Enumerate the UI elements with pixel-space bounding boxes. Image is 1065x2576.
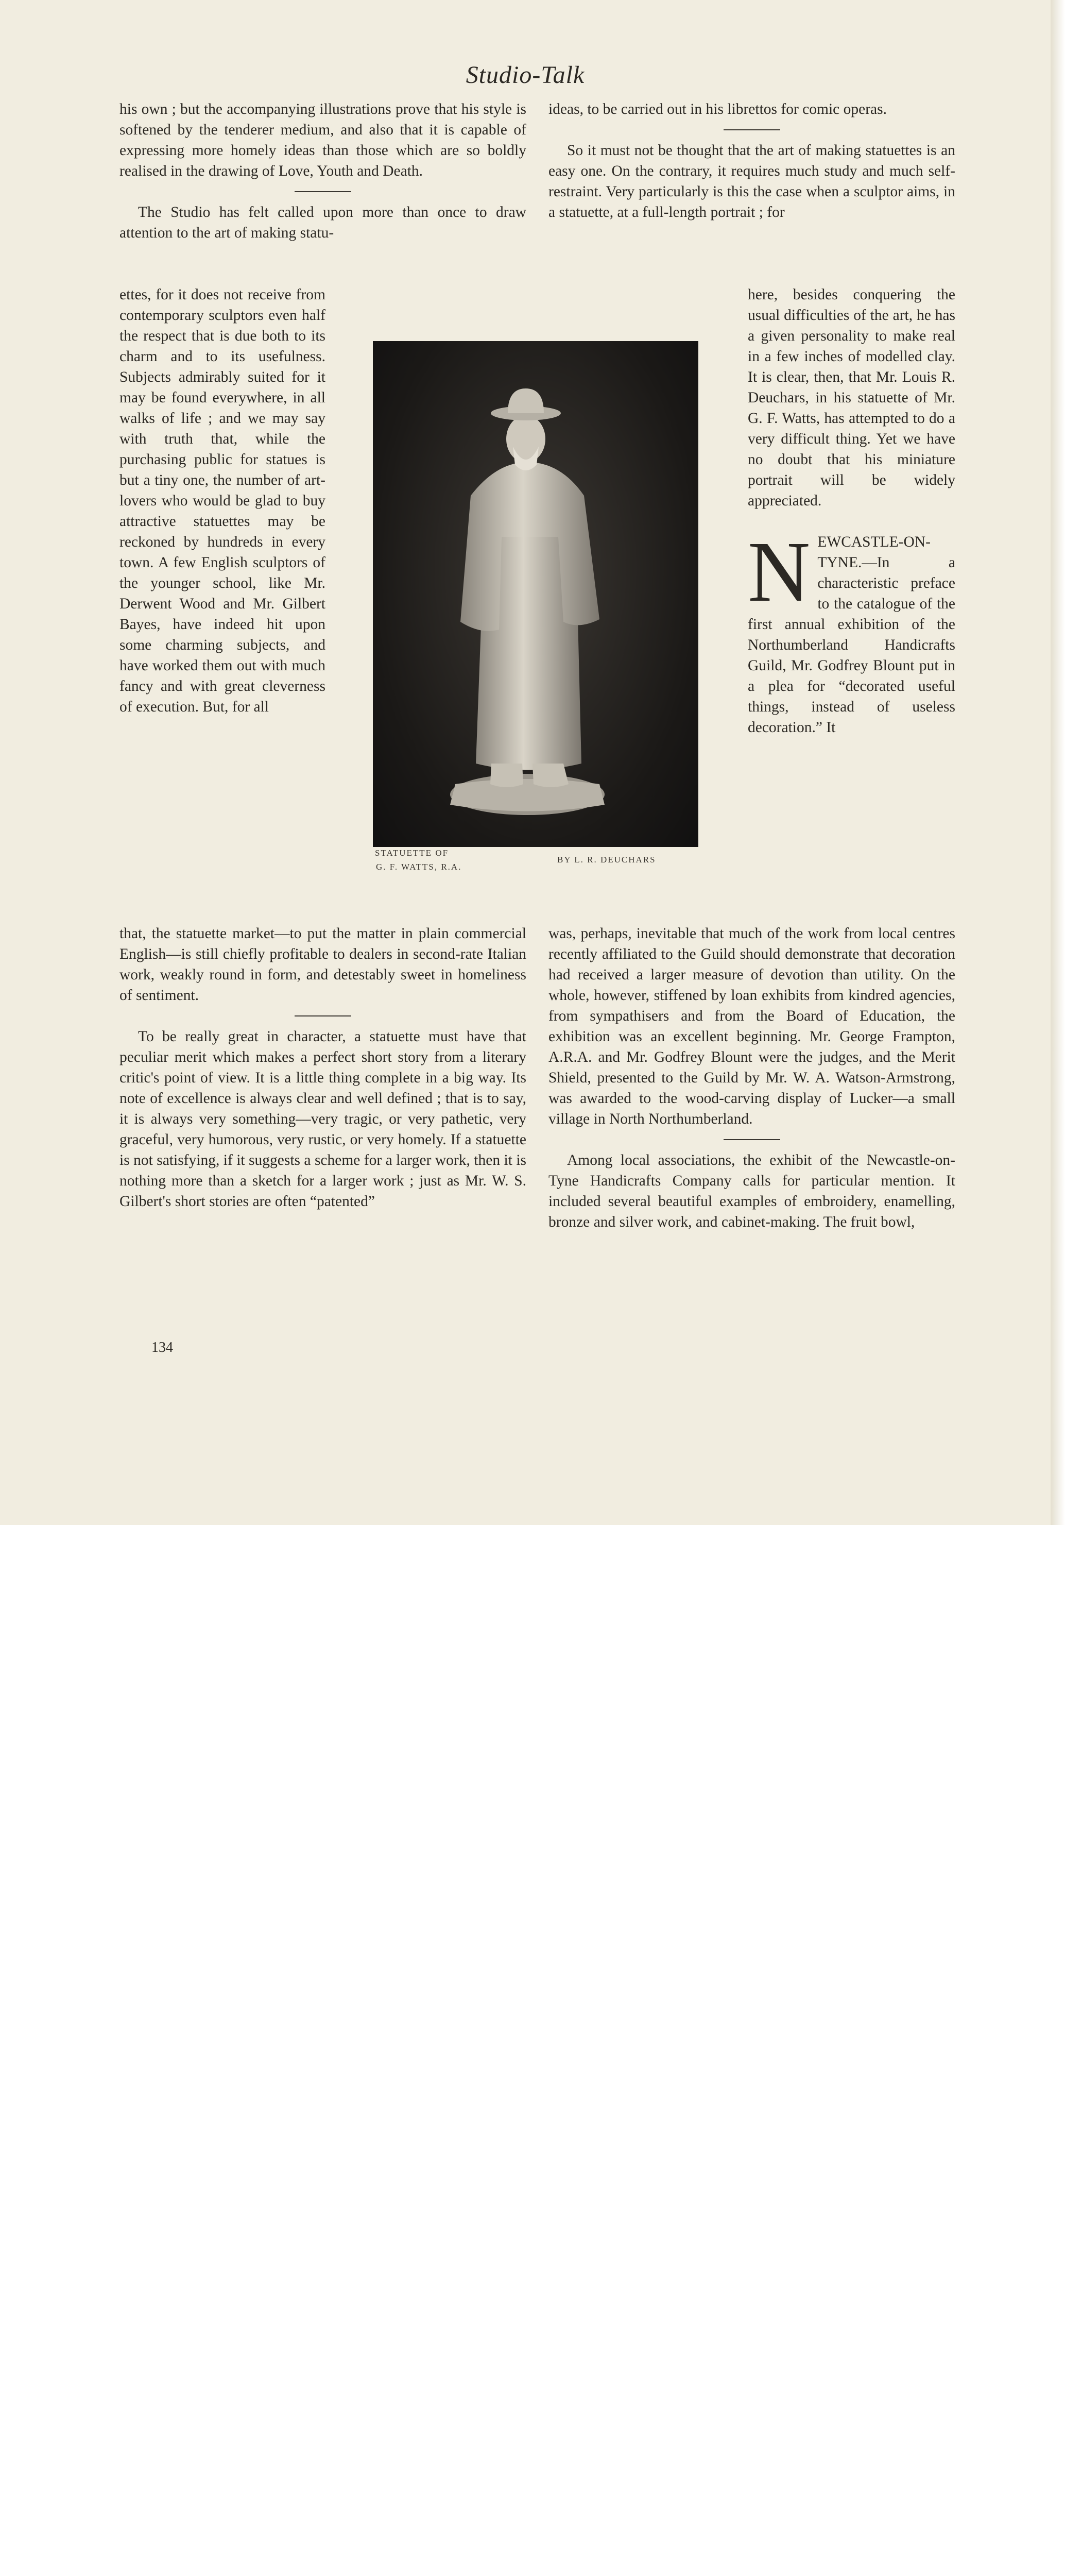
- drop-cap: N: [748, 524, 811, 620]
- paragraph: here, besides conquering the usual difficulties of the art, he has a given personality to make real in a few inches of modelled clay. It is clear, then, that Mr. Louis R. Deuchars, in his statuette of Mr. G. F. Watts, has attempted to do a very difficult thing. Yet we have no doubt that his miniature portrait will be widely appreciated.: [748, 286, 955, 509]
- section-rule: [724, 129, 780, 130]
- paragraph: that, the statuette market—to put the matter in plain commercial English—is still chiefly profitable to dealers in second-rate Italian work, weakly round in form, and detestably sweet in homeliness of sentiment.: [119, 925, 526, 1004]
- paragraph: ideas, to be carried out in his librettos for comic operas.: [548, 101, 887, 117]
- section-rule: [295, 191, 351, 192]
- paragraph: Among local associations, the exhibit of the Newcastle-on-Tyne Handicrafts Company calls for particular mention. It included several beautiful examples of embroidery, enamelling, bronze and silver work, and cabinet-making. The fruit bowl,: [548, 1152, 955, 1230]
- left-column-bottom: [119, 923, 526, 1212]
- caption-line: G. F. WATTS, R.A.: [376, 862, 462, 872]
- paragraph-text: EWCASTLE-ON-TYNE.—In a characteristic preface to the catalogue of the first annual exhibition of the Northumberland Handicrafts Guild, Mr. Godfrey Blount put in a plea for “decorated useful things, instead of useless decoration.” It: [748, 534, 955, 736]
- section-rule: [295, 1015, 351, 1016]
- figure-caption-left: [375, 846, 461, 874]
- statuette-photograph: [373, 341, 698, 847]
- running-head: Studio-Talk: [466, 61, 585, 89]
- statue-figure: [373, 341, 698, 847]
- paragraph: his own ; but the accompanying illustrations prove that his style is softened by the tenderer medium, and also that it is capable of expressing more homely ideas than those which are so boldly realised in the drawing of Love, Youth and Death.: [119, 101, 526, 179]
- paragraph: To be really great in character, a statuette must have that peculiar merit which makes a perfect short story from a literary critic's point of view. It is a little thing complete in a big way. Its note of excellence is always clear and well defined ; that is to say, it is always very something—very tragic, or very pathetic, very graceful, very humorous, very rustic, or very homely. If a statuette is not satisfying, if it suggests a scheme for a larger work, then it is nothing more than a sketch for a larger work ; just as Mr. W. S. Gilbert's short stories are often “patented”: [119, 1028, 526, 1210]
- figure-caption-right: BY L. R. DEUCHARS: [557, 855, 656, 865]
- right-column-bottom: [548, 923, 955, 1232]
- paragraph: was, perhaps, inevitable that much of the work from local centres recently affiliated to the Guild should demonstrate that decoration had received a larger measure of devotion than utility. On the whole, however, stiffened by loan exhibits from kindred agencies, from sympathisers and from the Board of Education, the exhibition was an excellent beginning. Mr. George Frampton, A.R.A. and Mr. Godfrey Blount were the judges, and the Merit Shield, presented to the Guild by Mr. W. A. Watson-Armstrong, was awarded to the wood-carving display of Lucker—a small village in North Northumberland.: [548, 925, 955, 1127]
- right-column-top: [548, 99, 955, 223]
- caption-line: STATUETTE OF: [375, 848, 449, 858]
- paragraph: ettes, for it does not receive from contemporary sculptors even half the respect that is due both to its charm and to its usefulness. Subjects admirably suited for it may be found everywhere, in all walks of life ; and we may say with truth that, while the purchasing public for statues is but a tiny one, the number of art-lovers who would be glad to buy attractive statuettes may be reckoned by hundreds in every town. A few English sculptors of the younger school, like Mr. Derwent Wood and Mr. Gilbert Bayes, have indeed hit upon some charming subjects, and have worked them out with much fancy and with great cleverness of execution. But, for all: [119, 286, 325, 715]
- right-column-wrap: [748, 284, 955, 738]
- footer-bar: [0, 1525, 1065, 1600]
- left-column-wrap: [119, 284, 325, 717]
- page-number: 134: [151, 1340, 173, 1355]
- paragraph: So it must not be thought that the art of making statuettes is an easy one. On the contrary, it requires much study and much self-restraint. Very particularly is this the case when a sculptor aims, in a statuette, at a full-length portrait ; for: [548, 142, 955, 221]
- paragraph: [748, 524, 955, 738]
- section-rule: [724, 1139, 780, 1140]
- left-column-top: [119, 99, 526, 243]
- paragraph: The Studio has felt called upon more than once to draw attention to the art of making statu-: [119, 204, 526, 241]
- page-edge: [1051, 0, 1065, 1525]
